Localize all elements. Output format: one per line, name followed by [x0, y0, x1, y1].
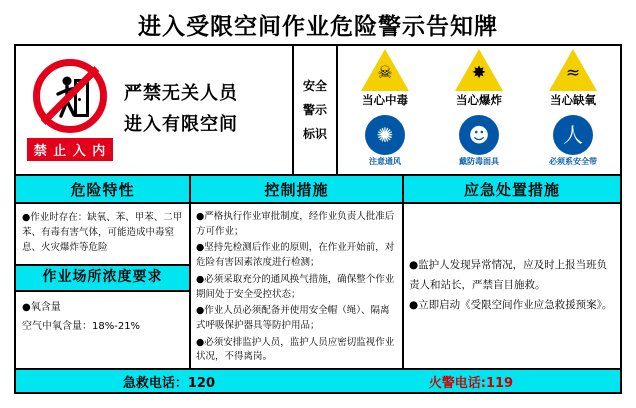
poison-warning-icon — [361, 49, 409, 91]
control-measure-item: ●必须采取充分的通风换气措施，确保整个作业期间处于安全受控状态； — [196, 273, 395, 300]
prohibition-panel — [16, 46, 294, 174]
safety-harness-mandatory-caption: 必须系安全带 — [549, 157, 597, 166]
hazard-characteristics-text: ●作业时存在：缺氧、苯、甲苯、二甲苯、有毒有害气体，可能造成中毒窒息、火灾爆炸等危险 — [16, 204, 189, 266]
safety-sign-label-line-2: 警示 — [302, 103, 327, 117]
explosion-warning-caption: 当心爆炸 — [456, 93, 502, 107]
safety-sign-label — [294, 46, 338, 174]
mandatory-sign-item — [436, 115, 522, 167]
header-concentration-requirements: 作业场所浓度要求 — [16, 266, 189, 292]
emergency-measure-item: ●监护人发现异常情况，应及时上报当班负责人和站长，严禁盲目施救。 — [409, 259, 608, 292]
safety-sign-label-line-3: 标识 — [302, 127, 327, 141]
prohibition-line-1: 严禁无关人员 — [124, 83, 238, 105]
control-measure-item: ●必须安排监护人员，监护人员应密切监视作业状况，不得离岗。 — [196, 336, 395, 363]
warning-signs-row — [338, 49, 620, 115]
respirator-mandatory-icon: ☻ — [459, 115, 499, 155]
page-title: 进入受限空间作业危险警示告知牌 — [138, 14, 498, 40]
poison-warning-caption: 当心中毒 — [362, 93, 408, 107]
ambulance-phone: 急救电话：120 — [122, 375, 216, 391]
header-control-measures: 控制措施 — [191, 176, 404, 204]
mandatory-sign-item — [530, 115, 616, 167]
concentration-line-2: 空气中氧含量：18%-21% — [22, 321, 141, 332]
board-frame — [14, 44, 622, 394]
table-header-row — [16, 176, 620, 204]
respirator-mandatory-caption: 戴防毒面具 — [459, 157, 499, 166]
ventilation-mandatory-caption: 注意通风 — [369, 157, 401, 166]
safety-harness-mandatory-icon: 人 — [553, 115, 593, 155]
prohibition-text — [118, 79, 290, 140]
explosion-warning-icon — [455, 49, 503, 91]
explosion-warning-glyph: ✸ — [471, 63, 487, 83]
warning-sign-item — [436, 49, 522, 108]
top-section — [16, 46, 620, 176]
prohibition-sign-block — [22, 59, 118, 161]
prohibition-label: 禁 止 入 内 — [27, 138, 114, 161]
warning-sign-item — [530, 49, 616, 108]
oxygen-deficiency-warning-caption: 当心缺氧 — [550, 93, 596, 107]
control-measure-item: ●作业人员必须配备并使用安全帽（绳）、隔离式呼吸保护器具等防护用品； — [196, 305, 390, 332]
emergency-measure-item: ●立即启动《受限空间作业应急救援预案》。 — [409, 298, 613, 311]
mandatory-signs-row — [338, 115, 620, 171]
no-entry-icon — [33, 59, 107, 133]
concentration-requirements — [16, 292, 189, 342]
concentration-line-1: ●氧含量 — [22, 302, 61, 313]
warning-sign-item — [342, 49, 428, 108]
emergency-measures-text — [409, 256, 615, 316]
table-body-row — [16, 204, 620, 368]
safety-sign-label-line-1: 安全 — [302, 79, 327, 93]
oxygen-deficiency-warning-glyph: ≈ — [565, 63, 581, 83]
control-measure-item: ●坚持先检测后作业的原则，在作业开始前，对危险有害因素浓度进行检测； — [196, 242, 395, 269]
oxygen-deficiency-warning-icon — [549, 49, 597, 91]
mandatory-sign-item — [342, 115, 428, 167]
fire-phone: 火警电话:119 — [428, 375, 514, 391]
header-emergency-measures: 应急处置措施 — [404, 176, 620, 204]
header-hazard-characteristics: 危险特性 — [16, 176, 191, 204]
footer-bar — [16, 368, 620, 392]
control-measure-item: ●严格执行作业审批制度，经作业负责人批准后方可作业； — [196, 211, 395, 237]
control-measures-cell — [191, 204, 404, 368]
signs-panel — [338, 46, 620, 174]
ventilation-mandatory-icon: ✺ — [365, 115, 405, 155]
poison-warning-glyph: ☠ — [377, 63, 393, 83]
emergency-measures-cell — [404, 204, 620, 368]
prohibition-line-2: 进入有限空间 — [124, 114, 238, 135]
hazard-column — [16, 204, 191, 368]
